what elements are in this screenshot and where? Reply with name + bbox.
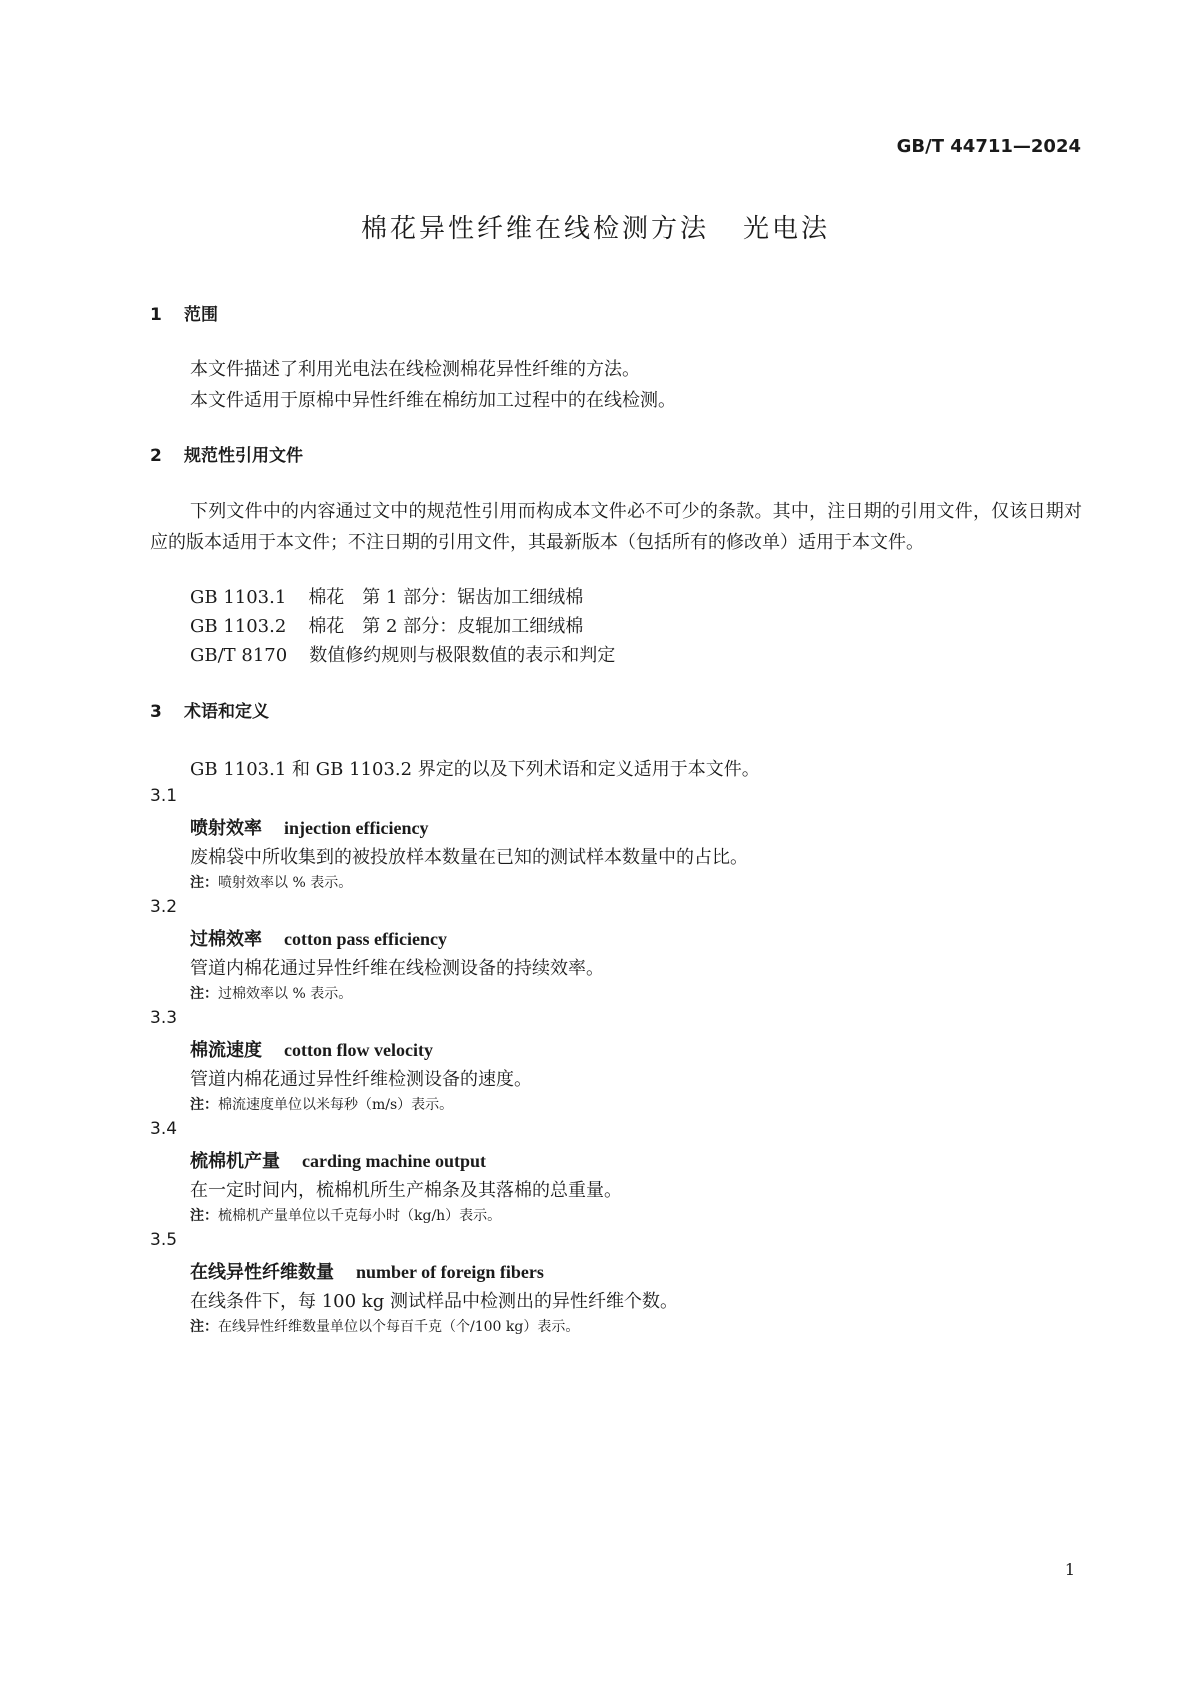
section-number: 3	[150, 702, 162, 722]
title-main: 棉花异性纤维在线检测方法	[360, 214, 709, 244]
term-name-zh: 过棉效率	[190, 929, 262, 950]
term-name-en: cotton pass efficiency	[284, 929, 447, 949]
section-title: 术语和定义	[184, 702, 269, 722]
term-name	[190, 925, 447, 951]
page-number: 1	[1064, 1560, 1075, 1579]
term-definition: 管道内棉花通过异性纤维在线检测设备的持续效率。	[190, 958, 604, 979]
note-label: 注：	[190, 1319, 218, 1335]
terms-intro-paragraph: GB 1103.1 和 GB 1103.2 界定的以及下列术语和定义适用于本文件。	[190, 759, 760, 780]
standard-code: GB/T 44711—2024	[896, 136, 1081, 157]
scope-paragraph-1: 本文件描述了利用光电法在线检测棉花异性纤维的方法。	[190, 359, 640, 380]
term-definition: 在一定时间内，梳棉机所生产棉条及其落棉的总重量。	[190, 1180, 622, 1201]
term-name	[190, 1147, 486, 1173]
term-number: 3.4	[150, 1119, 178, 1139]
term-name-zh: 在线异性纤维数量	[190, 1262, 334, 1283]
term-definition: 废棉袋中所收集到的被投放样本数量在已知的测试样本数量中的占比。	[190, 847, 748, 868]
term-number: 3.3	[150, 1008, 178, 1028]
term-name	[190, 1036, 433, 1062]
term-name-en: carding machine output	[302, 1151, 487, 1171]
note-text: 在线异性纤维数量单位以个每百千克（个/100 kg）表示。	[218, 1319, 580, 1335]
reference-name: 棉花 第 1 部分：锯齿加工细绒棉	[308, 587, 584, 608]
term-name-zh: 梳棉机产量	[190, 1151, 280, 1172]
term-note	[190, 1094, 453, 1114]
term-name-zh: 喷射效率	[190, 818, 262, 839]
term-name	[190, 1258, 544, 1284]
term-number: 3.5	[150, 1230, 178, 1250]
term-number: 3.1	[150, 786, 178, 806]
term-note	[190, 1316, 579, 1336]
term-name	[190, 814, 428, 840]
reference-code: GB 1103.1	[190, 587, 287, 608]
document-title	[0, 208, 1191, 245]
note-text: 梳棉机产量单位以千克每小时（kg/h）表示。	[218, 1208, 502, 1224]
section-title: 范围	[184, 305, 218, 325]
term-definition: 管道内棉花通过异性纤维检测设备的速度。	[190, 1069, 532, 1090]
note-text: 棉流速度单位以米每秒（m/s）表示。	[218, 1097, 454, 1113]
references-intro-paragraph: 下列文件中的内容通过文中的规范性引用而构成本文件必不可少的条款。其中，注日期的引用文件，仅该日期对应的版本适用于本文件；不注日期的引用文件，其最新版本（包括所有的修改单）适用于本文件。	[150, 501, 1082, 553]
section-heading-scope	[150, 300, 218, 325]
term-name-en: injection efficiency	[284, 818, 429, 838]
reference-name: 棉花 第 2 部分：皮辊加工细绒棉	[308, 616, 584, 637]
term-note	[190, 1205, 501, 1225]
title-sub: 光电法	[743, 214, 831, 244]
term-number: 3.2	[150, 897, 178, 917]
reference-item	[190, 641, 615, 667]
term-name-en: number of foreign fibers	[356, 1262, 544, 1282]
reference-item	[190, 583, 583, 609]
reference-item	[190, 612, 583, 638]
note-label: 注：	[190, 875, 218, 891]
note-label: 注：	[190, 1097, 218, 1113]
section-heading-terms-definitions	[150, 697, 269, 722]
term-note	[190, 983, 352, 1003]
scope-paragraph-2: 本文件适用于原棉中异性纤维在棉纺加工过程中的在线检测。	[190, 390, 676, 411]
section-title: 规范性引用文件	[184, 446, 303, 466]
reference-name: 数值修约规则与极限数值的表示和判定	[309, 645, 616, 666]
term-name-en: cotton flow velocity	[284, 1040, 433, 1060]
note-text: 喷射效率以 % 表示。	[218, 875, 353, 891]
section-number: 2	[150, 446, 162, 466]
section-number: 1	[150, 305, 162, 325]
reference-code: GB/T 8170	[190, 645, 288, 666]
term-note	[190, 872, 352, 892]
reference-code: GB 1103.2	[190, 616, 287, 637]
term-name-zh: 棉流速度	[190, 1040, 262, 1061]
term-definition: 在线条件下，每 100 kg 测试样品中检测出的异性纤维个数。	[190, 1291, 678, 1312]
note-text: 过棉效率以 % 表示。	[218, 986, 353, 1002]
note-label: 注：	[190, 1208, 218, 1224]
note-label: 注：	[190, 986, 218, 1002]
section-heading-normative-references	[150, 441, 303, 466]
